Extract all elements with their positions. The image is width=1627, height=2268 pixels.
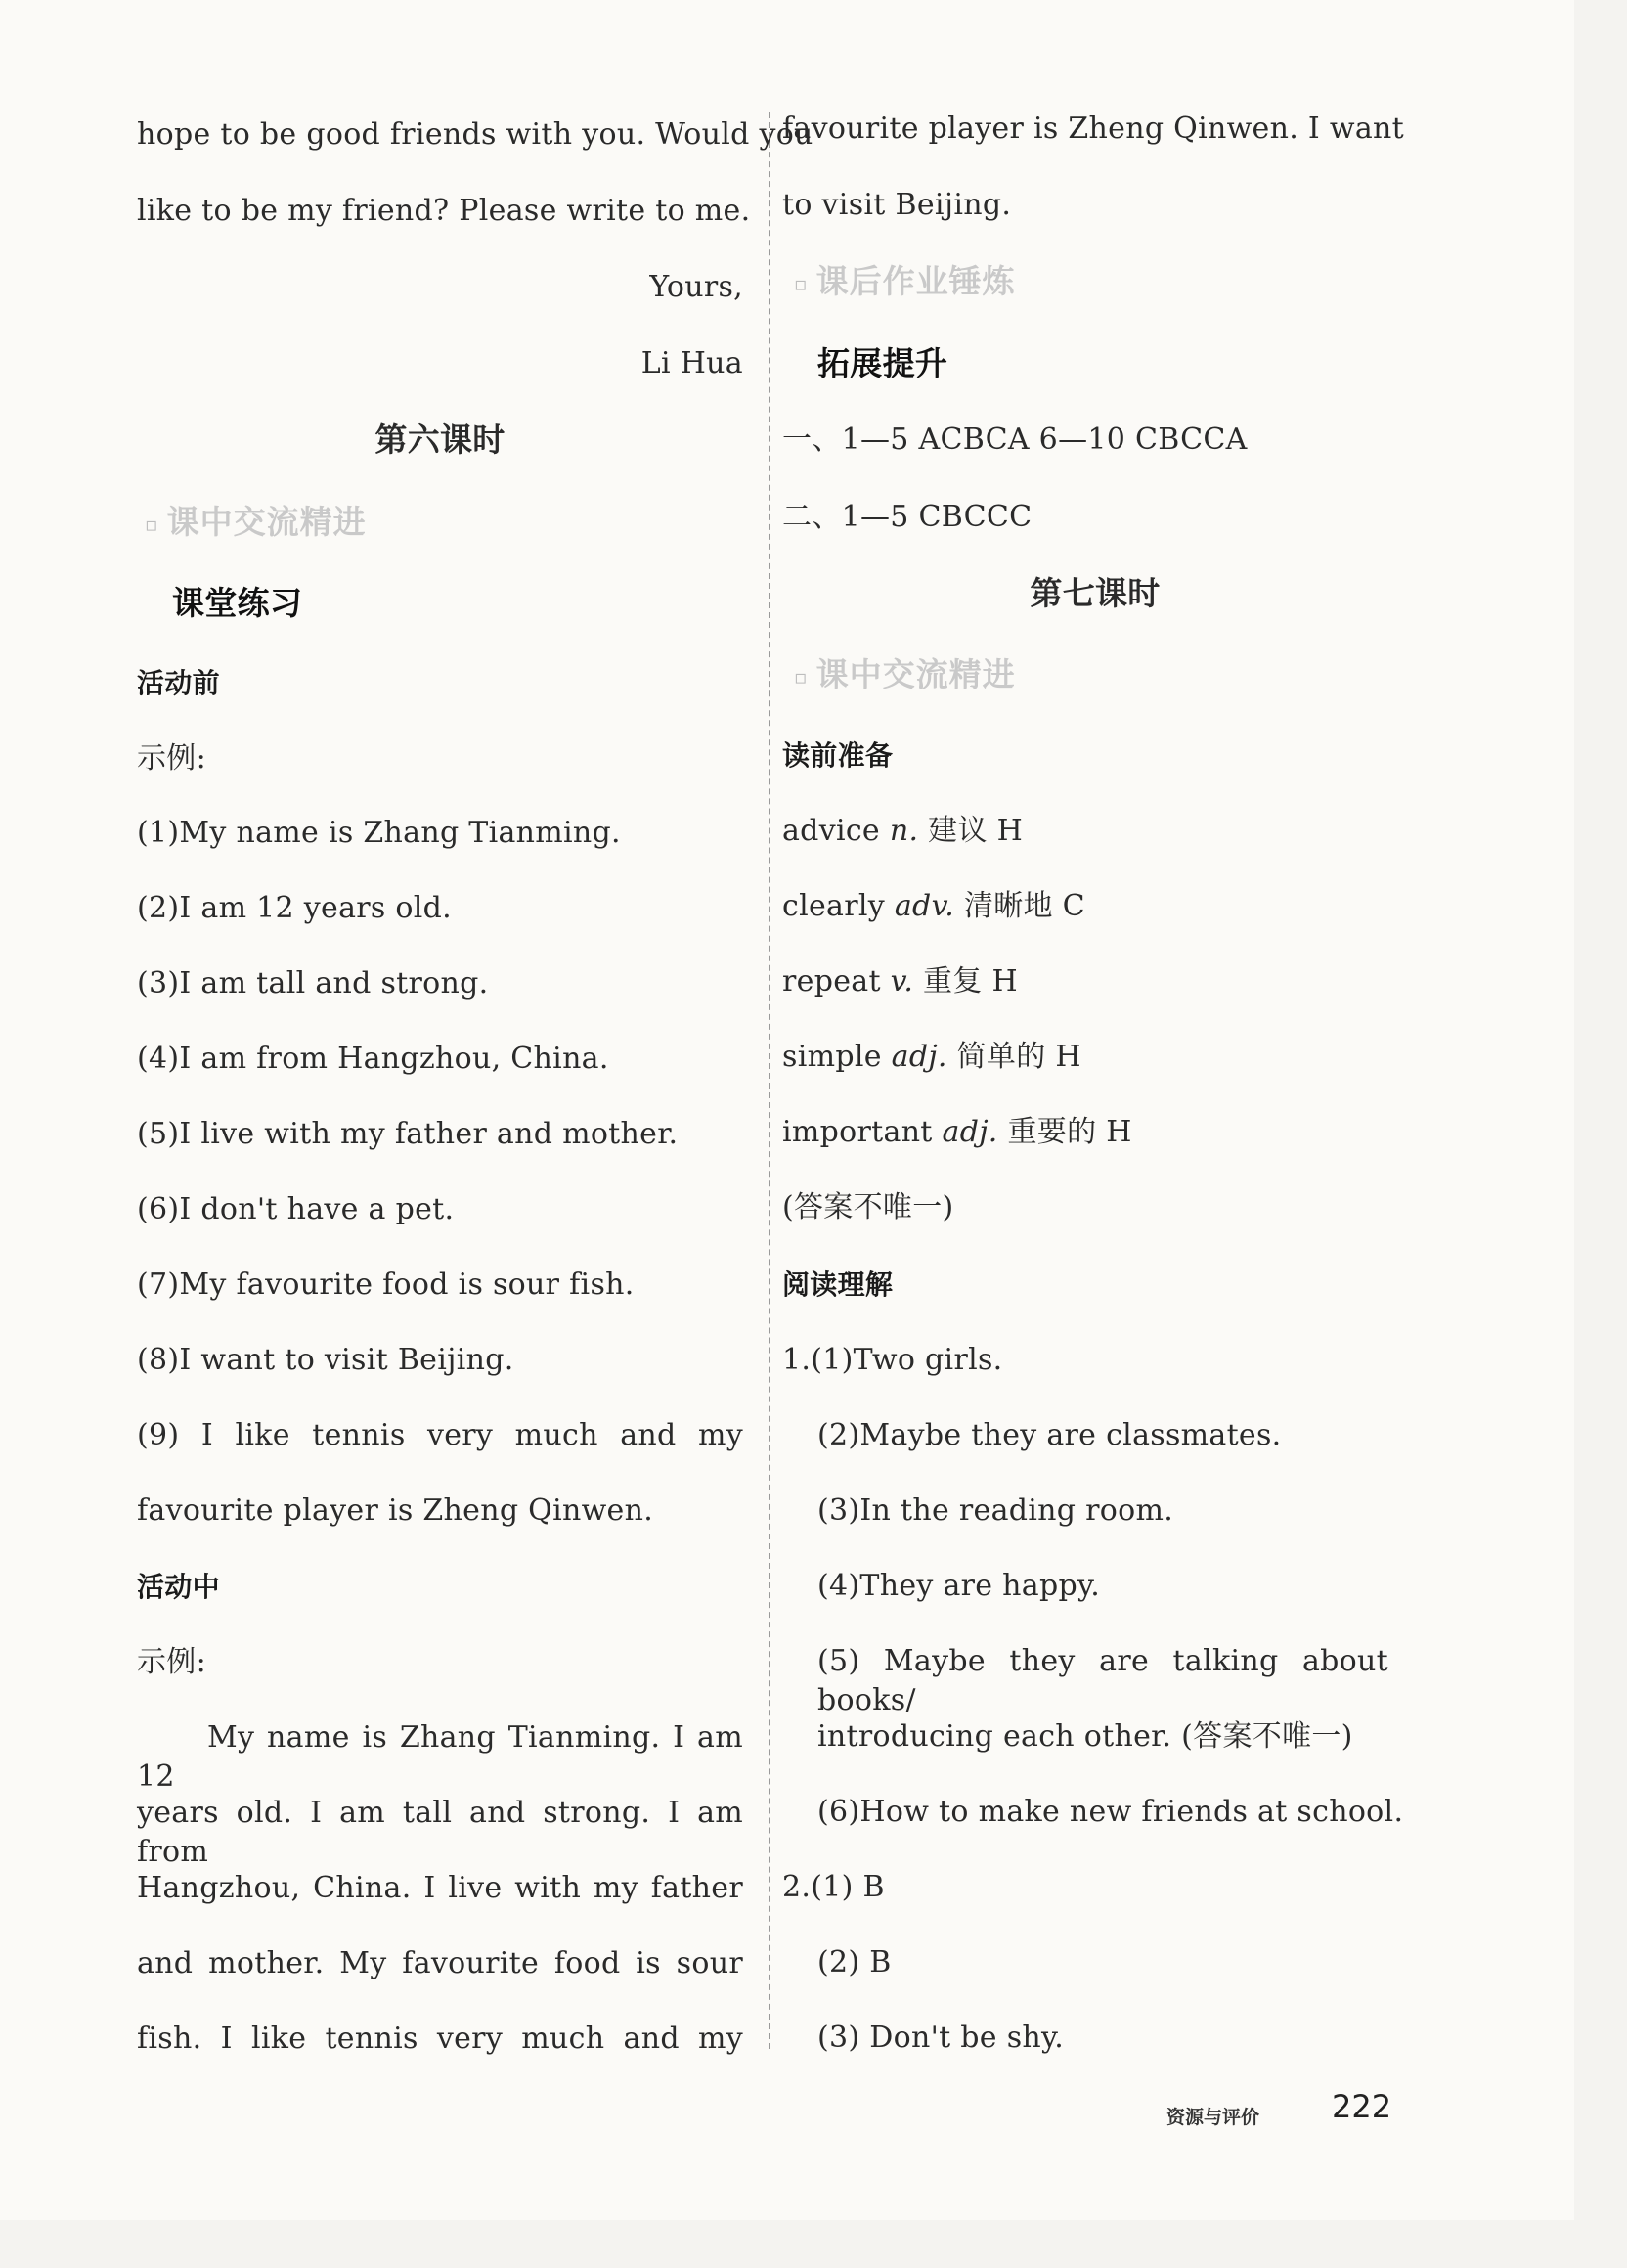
- list-item: (1)My name is Zhang Tianming.: [137, 816, 621, 850]
- section-banner-label: 课中交流精进: [166, 503, 367, 541]
- question-answer: (4)They are happy.: [817, 1569, 1101, 1603]
- list-item-continued: favourite player is Zheng Qinwen.: [137, 1493, 654, 1528]
- paragraph-line: and mother. My favourite food is sour: [137, 1946, 743, 1980]
- footer-label: 资源与评价: [1166, 2107, 1260, 2128]
- section-banner: [145, 503, 743, 544]
- homework-banner-label: 课后作业锤炼: [815, 262, 1016, 300]
- question-number: 2.: [782, 1870, 812, 1904]
- paragraph-line: fish. I like tennis very much and my: [137, 2022, 743, 2056]
- bullet-icon: ▫: [145, 511, 159, 536]
- pre-reading-heading: 读前准备: [782, 739, 894, 772]
- subsection-heading: 课堂练习: [172, 584, 303, 622]
- vocab-word: clearly: [782, 889, 886, 923]
- vocab-word: simple: [782, 1040, 882, 1074]
- paragraph-line: My name is Zhang Tianming. I am 12: [137, 1720, 743, 1794]
- continued-line: favourite player is Zheng Qinwen. I want: [782, 111, 1405, 146]
- example-label: 示例:: [137, 741, 207, 776]
- letter-closing: Yours,: [649, 270, 743, 304]
- extension-heading: 拓展提升: [817, 344, 948, 382]
- activity-heading: 活动前: [137, 667, 220, 699]
- vocab-item: [782, 1038, 1408, 1077]
- question-answer: (1)Two girls.: [811, 1343, 1003, 1377]
- vocab-pos: adj.: [891, 1040, 947, 1074]
- continued-line: to visit Beijing.: [782, 188, 1012, 222]
- lesson-title: 第七课时: [1030, 574, 1161, 612]
- vocab-meaning: 重要的 H: [1007, 1115, 1132, 1149]
- vocab-meaning: 重复 H: [923, 964, 1018, 999]
- answer-line: 二、1—5 CBCCC: [782, 500, 1033, 534]
- list-item: (5)I live with my father and mother.: [137, 1117, 679, 1151]
- letter-signature: Li Hua: [640, 346, 743, 380]
- bullet-icon: ▫: [794, 271, 809, 295]
- list-item: (3)I am tall and strong.: [137, 966, 489, 1001]
- vocab-word: advice: [782, 814, 880, 848]
- reading-heading: 阅读理解: [782, 1268, 894, 1301]
- question-row: [782, 1341, 1408, 1380]
- list-item: (8)I want to visit Beijing.: [137, 1343, 514, 1377]
- lesson-title: 第六课时: [374, 421, 506, 459]
- example-label: 示例:: [137, 1645, 207, 1679]
- list-item: (7)My favourite food is sour fish.: [137, 1267, 635, 1302]
- vocab-word: important: [782, 1115, 933, 1149]
- answer-line: 一、1—5 ACBCA 6—10 CBCCA: [782, 422, 1248, 457]
- vocab-word: repeat: [782, 964, 881, 999]
- question-number: 1.: [782, 1343, 812, 1377]
- question-answer: (5) Maybe they are talking about books/: [817, 1644, 1388, 1717]
- vocab-pos: adj.: [942, 1115, 998, 1149]
- vocab-meaning: 简单的 H: [956, 1040, 1081, 1074]
- vocab-item: [782, 962, 1408, 1001]
- list-item: (9) I like tennis very much and my: [137, 1418, 743, 1452]
- question-answer: (2) B: [817, 1945, 892, 1979]
- paragraph-line: years old. I am tall and strong. I am from: [137, 1796, 743, 1869]
- section-banner-label: 课中交流精进: [815, 655, 1016, 693]
- page-number: 222: [1332, 2088, 1392, 2125]
- question-answer: (2)Maybe they are classmates.: [817, 1418, 1282, 1452]
- section-banner: [794, 655, 1408, 696]
- question-answer: (6)How to make new friends at school.: [817, 1795, 1404, 1829]
- vocab-meaning: 建议 H: [928, 814, 1024, 848]
- list-item: (4)I am from Hangzhou, China.: [137, 1042, 609, 1076]
- vocab-pos: adv.: [894, 889, 955, 923]
- question-answer: (3)In the reading room.: [817, 1493, 1174, 1528]
- homework-banner: [794, 262, 1408, 303]
- list-item: (6)I don't have a pet.: [137, 1192, 455, 1226]
- question-row: [782, 1868, 1408, 1907]
- letter-line: like to be my friend? Please write to me.: [137, 194, 751, 228]
- vocab-item: [782, 887, 1408, 926]
- column-divider: [769, 112, 770, 2049]
- vocab-pos: v.: [890, 964, 914, 999]
- question-answer: (3) Don't be shy.: [817, 2021, 1065, 2055]
- vocab-meaning: 清晰地 C: [963, 889, 1085, 923]
- list-item: (2)I am 12 years old.: [137, 891, 453, 925]
- vocab-item: [782, 1113, 1408, 1152]
- question-answer-continued: introducing each other. (答案不唯一): [817, 1719, 1353, 1754]
- vocab-pos: n.: [889, 814, 919, 848]
- bullet-icon: ▫: [794, 664, 809, 689]
- activity-heading: 活动中: [137, 1571, 220, 1603]
- answer-note: (答案不唯一): [782, 1190, 954, 1224]
- letter-line: hope to be good friends with you. Would you: [137, 117, 814, 152]
- paragraph-line: Hangzhou, China. I live with my father: [137, 1871, 743, 1905]
- vocab-item: [782, 812, 1408, 851]
- question-answer: (1) B: [811, 1870, 885, 1904]
